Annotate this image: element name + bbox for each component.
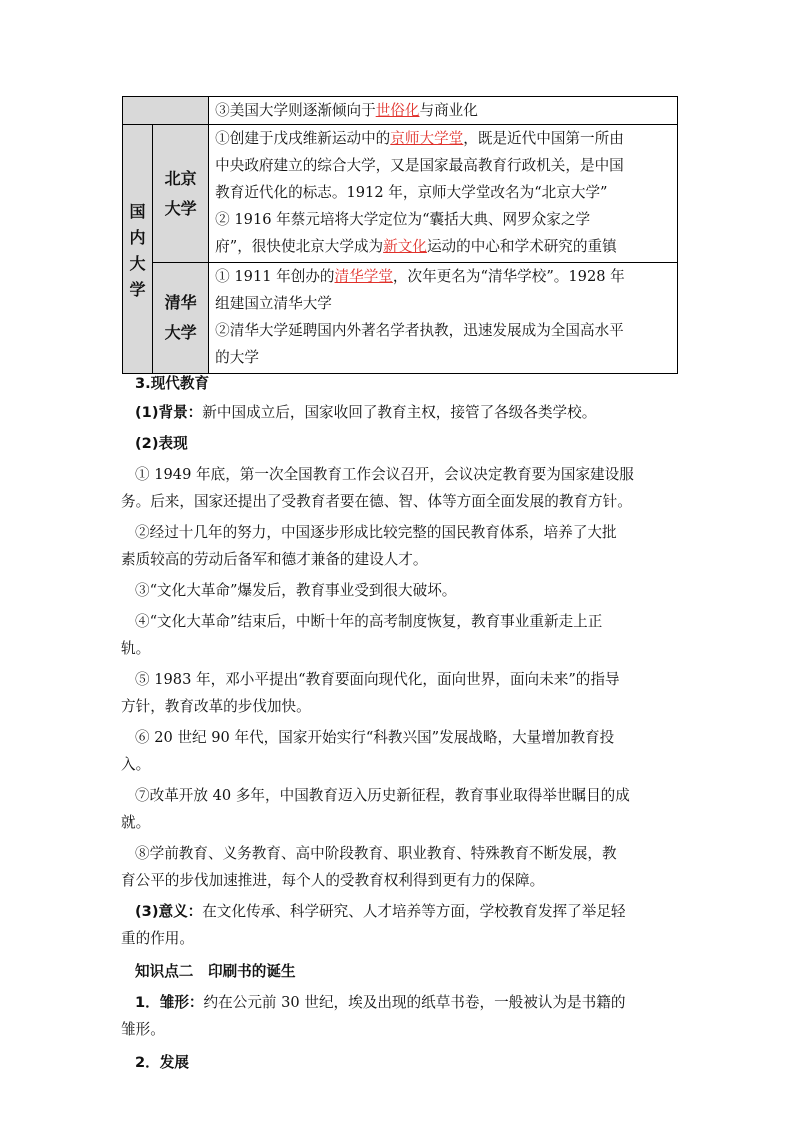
row-label-tsinghua-university — [153, 288, 208, 348]
table-row — [123, 263, 678, 374]
cell-text: 与商业化 — [419, 102, 478, 119]
paragraph-line: 入。 — [121, 756, 151, 773]
cell-text: ，次年更名为“清华学校”。1928 年 — [392, 268, 625, 285]
paragraph-line: ⑤ 1983 年，邓小平提出“教育要面向现代化，面向世界，面向未来”的指导 — [135, 671, 620, 688]
group-label-cell — [123, 125, 153, 374]
paragraph — [121, 840, 681, 894]
group-label-char: 内 — [129, 228, 146, 247]
group-label-char: 国 — [129, 202, 146, 221]
cell-text: 中央政府建立的综合大学，又是国家最高教育行政机关，是中国 — [215, 157, 624, 174]
cell-text: ，既是近代中国第一所由 — [463, 130, 624, 147]
paragraph-line: 轨。 — [121, 640, 151, 657]
paragraph — [121, 666, 681, 720]
table-cell — [209, 125, 678, 263]
row-label-line: 清华 — [164, 293, 197, 312]
empty-header-cell — [123, 97, 209, 125]
row-label-line: 大学 — [164, 323, 197, 342]
highlighted-term: 京师大学堂 — [390, 130, 464, 147]
cell-text: 教育近代化的标志。1912 年，京师大学堂改名为“北京大学” — [215, 184, 608, 201]
cell-text: ③美国大学则逐渐倾向于 — [215, 102, 376, 119]
group-label-char: 大 — [129, 254, 146, 273]
table-row — [123, 97, 678, 125]
section-heading-printed-books: 知识点二 印刷书的诞生 — [135, 963, 296, 980]
paragraph-background — [121, 399, 681, 426]
paragraph — [121, 461, 681, 515]
paragraph-line: 育公平的步伐加速推进，每个人的受教育权利得到更有力的保障。 — [121, 872, 545, 889]
table-row — [123, 125, 678, 263]
paragraph — [121, 724, 681, 778]
paragraph-line: 就。 — [121, 814, 151, 831]
paragraph-label: (1)背景： — [135, 404, 203, 421]
paragraph-line: 雏形。 — [121, 1021, 165, 1038]
paragraph-line: 素质较高的劳动后备军和德才兼备的建设人才。 — [121, 551, 428, 568]
paragraph-line: ① 1949 年底，第一次全国教育工作会议召开，会议决定教育要为国家建设服 — [135, 466, 634, 483]
highlighted-term: 世俗化 — [375, 102, 420, 119]
section-heading-modern-education: 3.现代教育 — [135, 375, 210, 392]
highlighted-term: 新文化 — [383, 238, 427, 255]
paragraph — [121, 608, 681, 662]
paragraph-label: 1．雏形： — [135, 994, 204, 1011]
paragraph-label: (3)意义： — [135, 903, 203, 920]
highlighted-term: 清华学堂 — [334, 268, 393, 285]
paragraph-text: 新中国成立后，国家收回了教育主权，接管了各级各类学校。 — [202, 404, 597, 421]
paragraph-line: ⑦改革开放 40 多年，中国教育迈入历史新征程，教育事业取得举世瞩目的成 — [135, 787, 630, 804]
paragraph-line: ②经过十几年的努力，中国逐步形成比较完整的国民教育体系，培养了大批 — [135, 524, 617, 541]
group-label-domestic-universities — [123, 195, 152, 303]
row-label-line: 北京 — [164, 168, 197, 188]
paragraph-text: 约在公元前 30 世纪，埃及出现的纸草书卷，一般被认为是书籍的 — [203, 994, 626, 1011]
paragraph-line: ④“文化大革命”结束后，中断十年的高考制度恢复，教育事业重新走上正 — [135, 613, 603, 630]
paragraph — [121, 519, 681, 573]
row-label-line: 大学 — [164, 198, 197, 218]
universities-table — [122, 96, 678, 374]
cell-text: 组建国立清华大学 — [215, 295, 332, 312]
cell-text: 府”，很快使北京大学成为 — [215, 238, 384, 255]
subheading-development: 2．发展 — [135, 1054, 189, 1071]
section-body — [121, 370, 681, 1076]
row-label-cell — [153, 125, 209, 263]
cell-text: ① 1911 年创办的 — [215, 268, 335, 285]
cell-text: ② 1916 年蔡元培将大学定位为“囊括大典、网罗众家之学 — [215, 211, 591, 228]
table-cell — [209, 97, 678, 125]
paragraph-prototype — [121, 989, 681, 1043]
paragraph-significance — [121, 898, 681, 952]
paragraph-line: ⑧学前教育、义务教育、高中阶段教育、职业教育、特殊教育不断发展，教 — [135, 845, 617, 862]
paragraph-line: 方针，教育改革的步伐加快。 — [121, 698, 311, 715]
cell-text: 运动的中心和学术研究的重镇 — [426, 238, 617, 255]
paragraph-line: ③“文化大革命”爆发后，教育事业受到很大破坏。 — [135, 582, 457, 599]
row-label-cell — [153, 263, 209, 374]
cell-text: ②清华大学延聘国内外著名学者执教，迅速发展成为全国高水平 — [215, 322, 624, 339]
subheading-performance: (2)表现 — [135, 435, 188, 452]
paragraph-line: 务。后来，国家还提出了受教育者要在德、智、体等方面全面发展的教育方针。 — [121, 493, 632, 510]
row-label-peking-university — [153, 164, 208, 224]
paragraph-line: 重的作用。 — [121, 930, 194, 947]
cell-text: ①创建于戊戌维新运动中的 — [215, 130, 391, 147]
paragraph — [121, 782, 681, 836]
cell-text: 的大学 — [215, 349, 259, 366]
table-cell — [209, 263, 678, 374]
group-label-char: 学 — [129, 280, 146, 299]
paragraph-text: 在文化传承、科学研究、人才培养等方面，学校教育发挥了举足轻 — [202, 903, 626, 920]
paragraph-line: ⑥ 20 世纪 90 年代，国家开始实行“科教兴国”发展战略，大量增加教育投 — [135, 729, 615, 746]
